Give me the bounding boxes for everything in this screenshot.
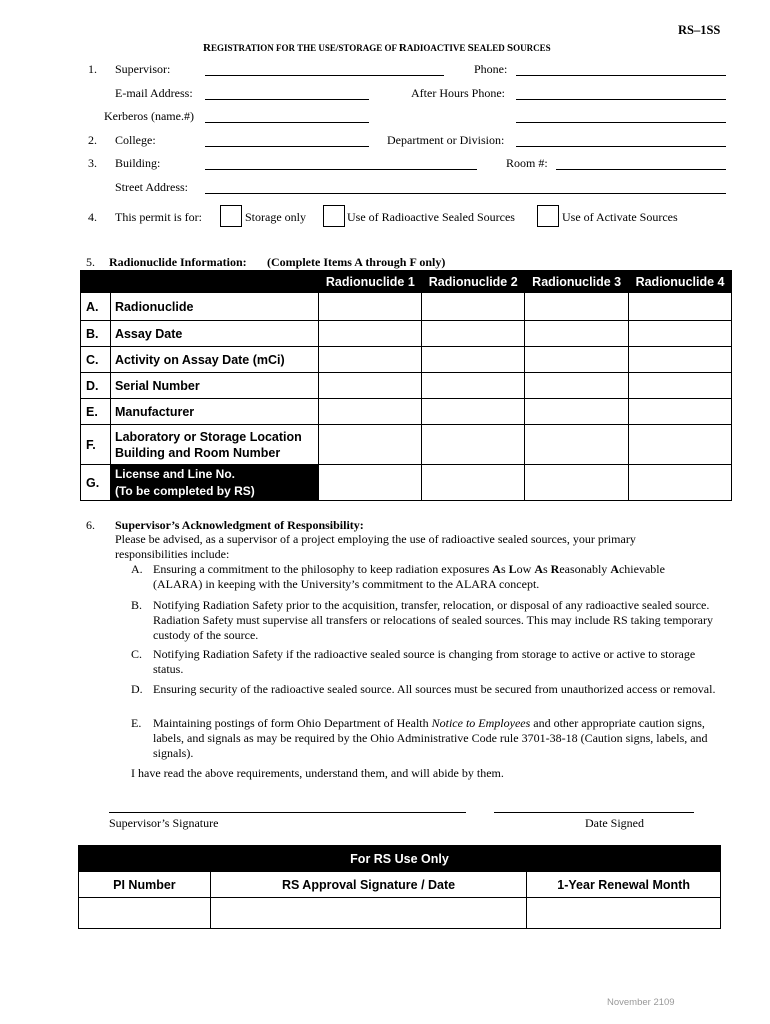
alara-t1: s bbox=[500, 562, 509, 576]
phone-label: Phone: bbox=[474, 62, 508, 76]
row-letter: D. bbox=[81, 373, 111, 399]
item-d-letter: D. bbox=[131, 682, 143, 696]
rs-use-table bbox=[78, 845, 721, 929]
supervisor-label: Supervisor: bbox=[115, 62, 171, 76]
after-hours-phone-field[interactable] bbox=[516, 99, 726, 100]
table-cell[interactable] bbox=[319, 399, 422, 425]
alara-l: L bbox=[508, 562, 517, 576]
footer-date: November 2109 bbox=[607, 997, 675, 1008]
rs-approval-header: RS Approval Signature / Date bbox=[210, 872, 526, 898]
college-field[interactable] bbox=[205, 146, 369, 147]
title-part-2: ADIOACTIVE bbox=[406, 43, 468, 53]
table-cell[interactable] bbox=[422, 465, 525, 501]
table-cell[interactable] bbox=[629, 465, 732, 501]
item-b-letter: B. bbox=[131, 598, 143, 612]
alara-a2: A bbox=[534, 562, 543, 576]
table-cell[interactable] bbox=[422, 425, 525, 465]
alara-t5: chievable bbox=[618, 562, 665, 576]
acknowledgment-intro: Please be advised, as a supervisor of a project employing the use of radioactive sealed sources, your primary responsibilities include: bbox=[115, 532, 636, 561]
building-label: Building: bbox=[115, 156, 161, 170]
use-sealed-sources-checkbox[interactable] bbox=[323, 205, 345, 227]
renewal-month-header: 1-Year Renewal Month bbox=[527, 872, 721, 898]
renewal-month-cell[interactable] bbox=[527, 898, 721, 929]
row-letter: B. bbox=[81, 321, 111, 347]
item-a-post: (ALARA) in keeping with the University’s commitment to the ALARA concept. bbox=[153, 577, 540, 591]
alara-a3: A bbox=[610, 562, 619, 576]
rs-approval-cell[interactable] bbox=[210, 898, 526, 929]
row-label: Radionuclide bbox=[110, 293, 318, 321]
row-letter: E. bbox=[81, 399, 111, 425]
row-letter: F. bbox=[81, 425, 111, 465]
column-header: Radionuclide 3 bbox=[525, 271, 629, 293]
radionuclide-info-note: (Complete Items A through F only) bbox=[267, 255, 446, 269]
table-row bbox=[81, 399, 732, 425]
storage-only-label: Storage only bbox=[245, 210, 306, 224]
radionuclide-table bbox=[80, 270, 732, 501]
rs-header-row bbox=[79, 872, 721, 898]
table-cell[interactable] bbox=[422, 293, 525, 321]
table-cell[interactable] bbox=[319, 425, 422, 465]
form-code: RS–1SS bbox=[678, 23, 721, 37]
use-sealed-sources-label: Use of Radioactive Sealed Sources bbox=[347, 210, 515, 224]
item-a-pre: Ensuring a commitment to the philosophy to keep radiation exposures bbox=[153, 562, 493, 576]
title-cap-1: R bbox=[203, 42, 211, 54]
item-e-text bbox=[153, 716, 728, 761]
row-letter: A. bbox=[81, 293, 111, 321]
column-header: Radionuclide 4 bbox=[629, 271, 732, 293]
section-4-number: 4. bbox=[88, 210, 97, 224]
section-5-number: 5. bbox=[86, 255, 95, 269]
table-cell[interactable] bbox=[319, 293, 422, 321]
kerberos-label: Kerberos (name.#) bbox=[104, 109, 194, 123]
column-header: Radionuclide 1 bbox=[319, 271, 422, 293]
closing-statement: I have read the above requirements, understand them, and will abide by them. bbox=[131, 766, 504, 780]
table-cell[interactable] bbox=[525, 399, 629, 425]
use-activate-sources-label: Use of Activate Sources bbox=[562, 210, 678, 224]
item-e-italic: Notice to Employees bbox=[431, 716, 531, 730]
supervisor-field[interactable] bbox=[205, 75, 444, 76]
table-header-blank bbox=[81, 271, 319, 293]
table-cell[interactable] bbox=[525, 425, 629, 465]
email-label: E-mail Address: bbox=[115, 86, 193, 100]
title-cap-2: R bbox=[398, 42, 407, 54]
table-cell[interactable] bbox=[525, 293, 629, 321]
table-row bbox=[81, 293, 732, 321]
item-b-text: Notifying Radiation Safety prior to the acquisition, transfer, relocation, or disposal of any radioactive sealed source. Radiation Safety must supervise all transfers or relocations of sealed sources. This may include RS taking temporary custody of the source. bbox=[153, 598, 713, 642]
table-cell[interactable] bbox=[629, 373, 732, 399]
alara-a1: A bbox=[492, 562, 501, 576]
department-label: Department or Division: bbox=[387, 133, 505, 147]
column-header: Radionuclide 2 bbox=[422, 271, 525, 293]
department-field[interactable] bbox=[516, 146, 726, 147]
page-title bbox=[203, 40, 551, 55]
table-cell[interactable] bbox=[525, 321, 629, 347]
title-part-1: EGISTRATION FOR THE USE/STORAGE OF bbox=[210, 43, 399, 53]
title-cap-3: S bbox=[467, 42, 474, 54]
item-e-pre: Maintaining postings of form Ohio Department of Health bbox=[153, 716, 432, 730]
table-row bbox=[81, 465, 732, 501]
row-label: Assay Date bbox=[110, 321, 318, 347]
table-row bbox=[81, 321, 732, 347]
pi-number-header: PI Number bbox=[79, 872, 211, 898]
table-header-row bbox=[81, 271, 732, 293]
section-3-number: 3. bbox=[88, 156, 97, 170]
table-cell[interactable] bbox=[629, 293, 732, 321]
item-a-letter: A. bbox=[131, 562, 143, 576]
item-e-post: and other appropriate caution signs, labels, and signals as may be required by the Ohio Administrative Code rule 3701-38-18 (Caution signs, labels, and signals). bbox=[153, 716, 708, 760]
extra-field[interactable] bbox=[516, 122, 726, 123]
item-d-text: Ensuring security of the radioactive sealed source. All sources must be secured from unauthorized access or removal. bbox=[153, 682, 716, 696]
row-label-line-1: License and Line No. bbox=[114, 466, 235, 481]
storage-only-checkbox[interactable] bbox=[220, 205, 242, 227]
table-row bbox=[79, 898, 721, 929]
radionuclide-info-label: Radionuclide Information: bbox=[109, 255, 247, 269]
section-2-number: 2. bbox=[88, 133, 97, 147]
phone-field[interactable] bbox=[516, 75, 726, 76]
table-cell[interactable] bbox=[629, 399, 732, 425]
table-cell[interactable] bbox=[319, 321, 422, 347]
table-row bbox=[81, 425, 732, 465]
alara-t3: s bbox=[542, 562, 551, 576]
title-cap-4: S bbox=[507, 42, 514, 54]
item-c-text: Notifying Radiation Safety if the radioactive sealed source is changing from storage to active or active to storage status. bbox=[153, 647, 696, 676]
table-row bbox=[81, 373, 732, 399]
date-signed-label: Date Signed bbox=[585, 816, 644, 830]
row-label: Serial Number bbox=[110, 373, 318, 399]
building-field[interactable] bbox=[205, 169, 477, 170]
alara-r: R bbox=[550, 562, 560, 576]
table-cell[interactable] bbox=[525, 347, 629, 373]
table-cell[interactable] bbox=[319, 465, 422, 501]
title-part-4: OURCES bbox=[513, 43, 551, 53]
row-label bbox=[110, 465, 318, 501]
table-cell[interactable] bbox=[319, 373, 422, 399]
table-cell[interactable] bbox=[422, 321, 525, 347]
row-letter: G. bbox=[81, 465, 111, 501]
row-label-line-2: Building and Room Number bbox=[114, 445, 281, 460]
table-cell[interactable] bbox=[629, 347, 732, 373]
use-activate-sources-checkbox[interactable] bbox=[537, 205, 559, 227]
permit-label: This permit is for: bbox=[115, 210, 202, 224]
row-label-line-2: (To be completed by RS) bbox=[114, 483, 255, 498]
kerberos-field[interactable] bbox=[205, 122, 369, 123]
item-a-text bbox=[153, 562, 728, 592]
date-signed-field[interactable] bbox=[494, 812, 694, 813]
row-label: Manufacturer bbox=[110, 399, 318, 425]
row-letter: C. bbox=[81, 347, 111, 373]
college-label: College: bbox=[115, 133, 156, 147]
row-label bbox=[110, 425, 318, 465]
table-cell[interactable] bbox=[525, 373, 629, 399]
after-hours-phone-label: After Hours Phone: bbox=[411, 86, 505, 100]
table-row bbox=[81, 347, 732, 373]
street-address-label: Street Address: bbox=[115, 180, 188, 194]
title-part-3: EALED bbox=[473, 43, 508, 53]
alara-t4: easonably bbox=[559, 562, 611, 576]
table-cell[interactable] bbox=[629, 321, 732, 347]
room-field[interactable] bbox=[556, 169, 726, 170]
pi-number-cell[interactable] bbox=[79, 898, 211, 929]
supervisor-signature-label: Supervisor’s Signature bbox=[109, 816, 219, 830]
table-cell[interactable] bbox=[629, 425, 732, 465]
acknowledgment-heading: Supervisor’s Acknowledgment of Responsibility: bbox=[115, 518, 364, 532]
section-6-number: 6. bbox=[86, 518, 95, 532]
table-cell[interactable] bbox=[319, 347, 422, 373]
table-cell[interactable] bbox=[422, 399, 525, 425]
rs-use-title: For RS Use Only bbox=[79, 846, 721, 872]
rs-title-row bbox=[79, 846, 721, 872]
table-cell[interactable] bbox=[422, 347, 525, 373]
item-c-letter: C. bbox=[131, 647, 143, 661]
room-label: Room #: bbox=[506, 156, 548, 170]
table-cell[interactable] bbox=[525, 465, 629, 501]
row-label: Activity on Assay Date (mCi) bbox=[110, 347, 318, 373]
row-label-line-1: Laboratory or Storage Location bbox=[114, 429, 302, 444]
street-address-field[interactable] bbox=[205, 193, 726, 194]
section-1-number: 1. bbox=[88, 62, 97, 76]
item-e-letter: E. bbox=[131, 716, 142, 730]
supervisor-signature-field[interactable] bbox=[109, 812, 466, 813]
alara-t2: ow bbox=[516, 562, 535, 576]
table-cell[interactable] bbox=[422, 373, 525, 399]
email-field[interactable] bbox=[205, 99, 369, 100]
